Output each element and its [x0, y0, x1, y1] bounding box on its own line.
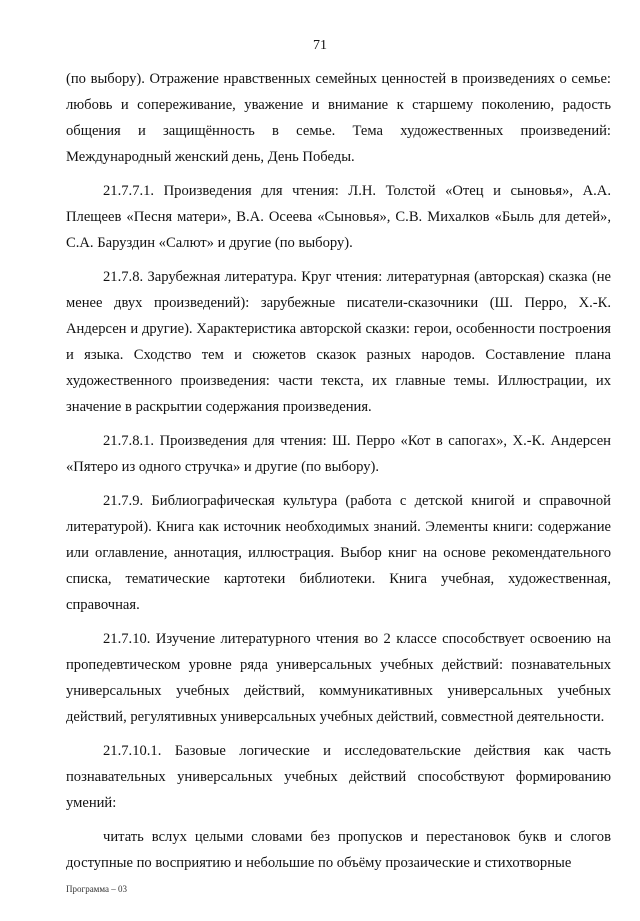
paragraph-21-7-7-1: 21.7.7.1. Произведения для чтения: Л.Н. Толстой «Отец и сыновья», А.А. Плещеев «Песня матери», В.А. Осеева «Сыновья», С.В. Михалков «Быль для детей», С.А. Баруздин «Салют» и другие (по выбору).	[66, 183, 611, 251]
paragraph-continuation: (по выбору). Отражение нравственных семейных ценностей в произведениях о семье: любовь и сопереживание, уважение и внимание к старшему поколению, радость общения и защищённость в семье. Тема художественных произведений: Международный женский день, День Победы.	[66, 71, 611, 165]
paragraph-21-7-10: 21.7.10. Изучение литературного чтения во 2 классе способствует освоению на пропедевтическом уровне ряда универсальных учебных действий: познавательных универсальных учебных действий, коммуникативных универсальных учебных действий, регулятивных универсальных учебных действий, совместной деятельности.	[66, 631, 611, 725]
page-content	[66, 66, 611, 884]
page-number: 71	[313, 38, 327, 53]
page-footer: Программа – 03	[66, 884, 128, 894]
paragraph-21-7-8-1: 21.7.8.1. Произведения для чтения: Ш. Перро «Кот в сапогах», Х.-К. Андерсен «Пятеро из одного стручка» и другие (по выбору).	[66, 433, 611, 475]
paragraph-list-item: читать вслух целыми словами без пропусков и перестановок букв и слогов доступные по восприятию и небольшие по объёму прозаические и стихотворные	[66, 829, 611, 871]
paragraph-21-7-8: 21.7.8. Зарубежная литература. Круг чтения: литературная (авторская) сказка (не менее двух произведений): зарубежные писатели-сказочники (Ш. Перро, Х.-К. Андерсен и другие). Характеристика авторской сказки: герои, особенности построения и языка. Сходство тем и сюжетов сказок разных народов. Составление плана художественного произведения: части текста, их главные темы. Иллюстрации, их значение в раскрытии содержания произведения.	[66, 269, 611, 415]
paragraph-21-7-10-1: 21.7.10.1. Базовые логические и исследовательские действия как часть познавательных универсальных учебных действий способствуют формированию умений:	[66, 743, 611, 811]
paragraph-21-7-9: 21.7.9. Библиографическая культура (работа с детской книгой и справочной литературой). Книга как источник необходимых знаний. Элементы книги: содержание или оглавление, аннотация, иллюстрация. Выбор книг на основе рекомендательного списка, тематические картотеки библиотеки. Книга учебная, художественная, справочная.	[66, 493, 611, 613]
